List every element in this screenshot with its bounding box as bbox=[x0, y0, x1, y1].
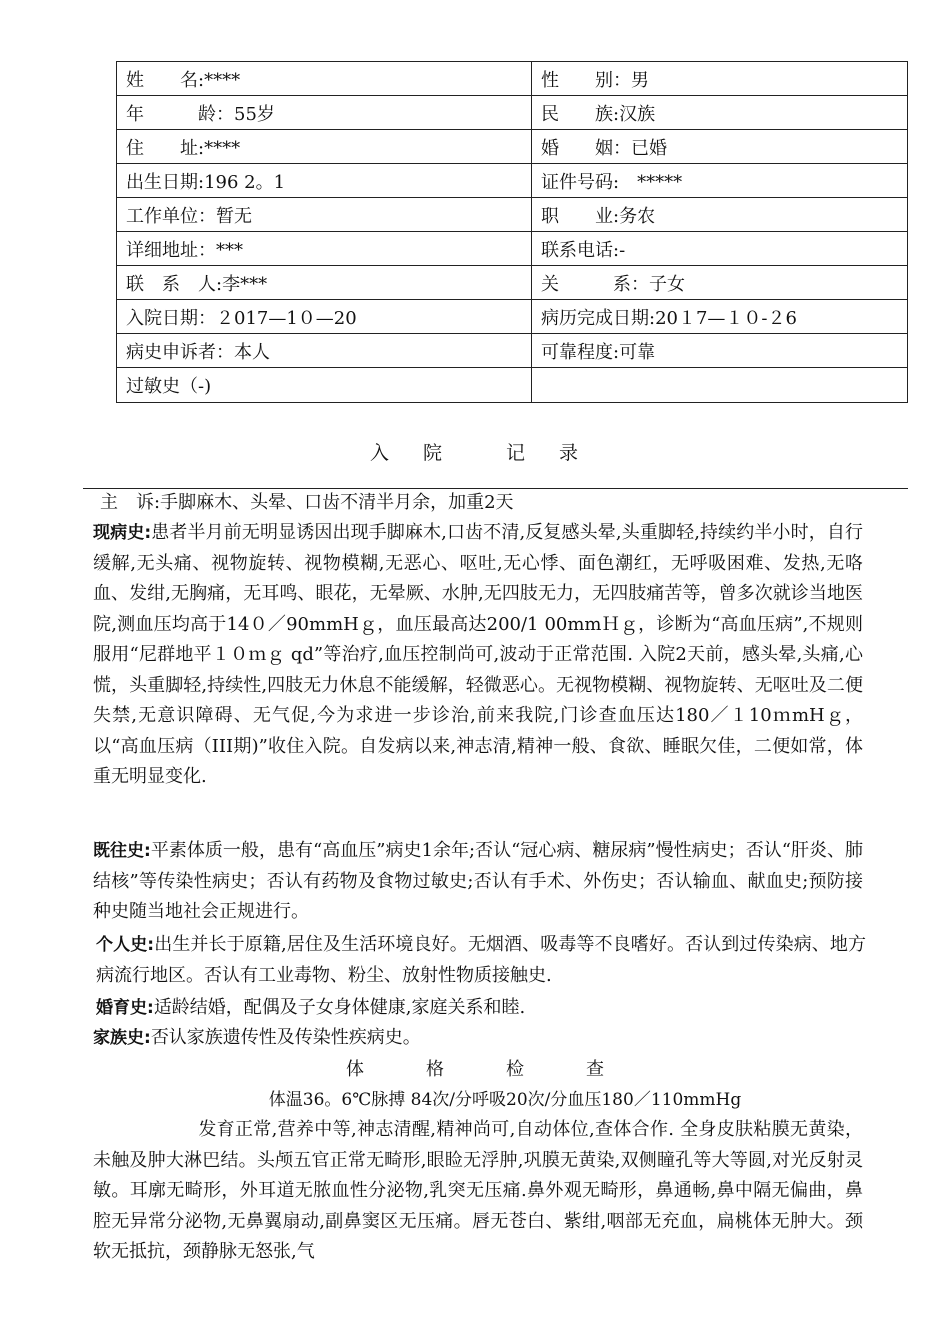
title-char: 体 bbox=[346, 1059, 364, 1080]
info-cell-left: 年 龄：55岁 bbox=[117, 96, 532, 130]
personal-history-text: 出生并长于原籍,居住及生活环境良好。无烟酒、吸毒等不良嗜好。否认到过传染病、地方病流行地区。否认有工业毒物、粉尘、放射性物质接触史. bbox=[96, 934, 866, 986]
info-cell-right: 职 业:务农 bbox=[532, 198, 908, 232]
marital-history bbox=[96, 993, 866, 1024]
family-history-label: 家族史: bbox=[93, 1028, 151, 1048]
info-cell-left: 工作单位：暂无 bbox=[117, 198, 532, 232]
past-history bbox=[93, 836, 863, 928]
physical-exam-findings bbox=[93, 1115, 863, 1268]
info-cell-right: 证件号码: ***** bbox=[532, 164, 908, 198]
info-row bbox=[117, 164, 908, 198]
personal-history bbox=[96, 930, 866, 991]
info-cell-right: 联系电话:- bbox=[532, 232, 908, 266]
personal-history-label: 个人史: bbox=[96, 935, 155, 955]
marital-history-label: 婚育史: bbox=[96, 998, 154, 1018]
past-history-label: 既往史: bbox=[93, 841, 151, 861]
info-cell-right: 婚 姻：已婚 bbox=[532, 130, 908, 164]
info-cell-left: 入院日期：２017—1０—20 bbox=[117, 300, 532, 334]
info-cell-right: 关 系：子女 bbox=[532, 266, 908, 300]
physical-exam-title bbox=[0, 1055, 950, 1081]
info-row bbox=[117, 300, 908, 334]
info-cell-left: 病史申诉者：本人 bbox=[117, 334, 532, 368]
info-cell-left: 联 系 人:李*** bbox=[117, 266, 532, 300]
admission-record-title bbox=[0, 438, 950, 465]
info-row bbox=[117, 198, 908, 232]
title-char: 检 bbox=[506, 1059, 524, 1080]
physical-exam-text: 发育正常,营养中等,神志清醒,精神尚可,自动体位,查体合作. 全身皮肤粘膜无黄染，未触及肿大淋巴结。头颅五官正常无畸形,眼睑无浮肿,巩膜无黄染,双侧瞳孔等大等圆,对光反射灵敏。耳廓无畸形，外耳道无脓血性分泌物,乳突无压痛.鼻外观无畸形，鼻通畅,鼻中隔无偏曲，鼻腔无异常分泌物,无鼻翼扇动,副鼻窦区无压痛。唇无苍白、紫绀,咽部无充血，扁桃体无肿大。颈软无抵抗，颈静脉无怒张,气 bbox=[93, 1119, 863, 1262]
present-illness-label: 现病史: bbox=[93, 523, 152, 543]
chief-complaint-label: 主 诉: bbox=[100, 492, 161, 513]
chief-complaint-text: 手脚麻木、头晕、口齿不清半月余，加重2天 bbox=[160, 492, 514, 513]
info-row bbox=[117, 96, 908, 130]
past-history-text: 平素体质一般，患有“高血压”病史1余年;否认“冠心病、糖尿病”慢性病史；否认“肝炎、肺结核”等传染性病史；否认有药物及食物过敏史;否认有手术、外伤史；否认输血、献血史;预防接种史随当地社会正规进行。 bbox=[93, 840, 863, 922]
family-history bbox=[93, 1023, 863, 1054]
info-row bbox=[117, 334, 908, 368]
info-cell-left: 详细地址：*** bbox=[117, 232, 532, 266]
vital-signs: 体温36。6℃脉搏 84次/分呼吸20次/分血压180／110mmHg bbox=[268, 1090, 742, 1110]
info-row bbox=[117, 266, 908, 300]
info-cell-left: 住 址:**** bbox=[117, 130, 532, 164]
present-illness-text: 患者半月前无明显诱因出现手脚麻木,口齿不清,反复感头晕,头重脚轻,持续约半小时，自行缓解,无头痛、视物旋转、视物模糊,无恶心、呕吐,无心悸、面色潮红，无呼吸困难、发热,无咯血、发绀,无胸痛，无耳鸣、眼花，无晕厥、水肿,无四肢无力，无四肢痛苦等，曾多次就诊当地医院,测血压均高于14０／90mmHｇ，血压最高达200/1 00mmＨｇ，诊断为“高血压病”,不规则服用“尼群地平１０ｍｇ qd”等治疗,血压控制尚可,波动于正常范围. 入院2天前，感头晕,头痛,心慌，头重脚轻,持续性,四肢无力休息不能缓解，轻微恶心。无视物模糊、视物旋转、无呕吐及二便失禁,无意识障碍、无气促,今为求进一步诊治,前来我院,门诊查血压达180／１10ｍmHｇ，以“高血压病（III期)”收住入院。自发病以来,神志清,精神一般、食欲、睡眠欠佳，二便如常，体重无明显变化. bbox=[93, 522, 863, 787]
patient-info-table bbox=[116, 61, 908, 403]
title-char: 格 bbox=[426, 1059, 444, 1080]
info-cell-left: 出生日期:196 2。1 bbox=[117, 164, 532, 198]
info-row bbox=[117, 232, 908, 266]
info-cell-left: 姓 名:**** bbox=[117, 62, 532, 96]
info-row bbox=[117, 130, 908, 164]
info-row bbox=[117, 368, 908, 403]
marital-history-text: 适龄结婚，配偶及子女身体健康,家庭关系和睦. bbox=[153, 997, 526, 1018]
info-cell-right: 民 族:汉族 bbox=[532, 96, 908, 130]
info-cell-right: 可靠程度:可靠 bbox=[532, 334, 908, 368]
title-char: 院 bbox=[422, 442, 444, 464]
info-cell-right: 性 别：男 bbox=[532, 62, 908, 96]
family-history-text: 否认家族遗传性及传染性疾病史。 bbox=[150, 1027, 421, 1048]
title-char: 入 bbox=[369, 442, 391, 464]
info-cell-right: 病历完成日期:20１7—１０-２6 bbox=[532, 300, 908, 334]
present-illness bbox=[93, 518, 863, 793]
info-cell-right bbox=[532, 368, 908, 403]
title-char: 录 bbox=[559, 442, 581, 464]
info-cell-left: 过敏史（-) bbox=[117, 368, 532, 403]
chief-complaint bbox=[100, 488, 870, 519]
title-char: 记 bbox=[506, 442, 528, 464]
info-row bbox=[117, 62, 908, 96]
title-char: 查 bbox=[586, 1059, 604, 1080]
